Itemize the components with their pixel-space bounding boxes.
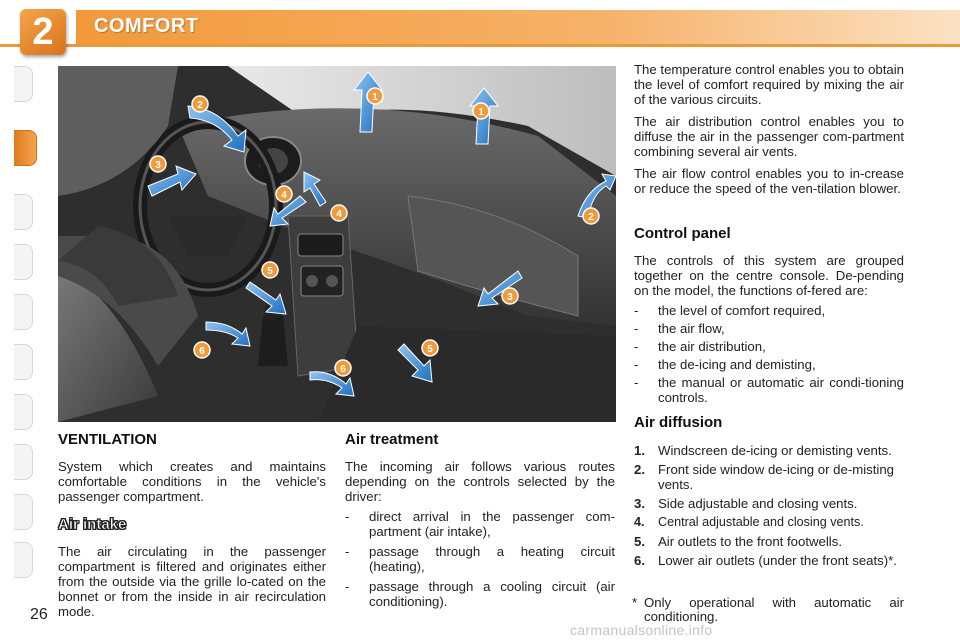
right-column	[634, 62, 904, 568]
air-diffusion-item	[634, 515, 904, 530]
radio-panel	[298, 234, 343, 256]
list-dash: -	[634, 375, 639, 390]
air-flow-control-text: The air flow control enables you to in-crease or reduce the speed of the ven-tilation blower.	[634, 166, 904, 196]
air-diffusion-item-number: 1.	[634, 443, 645, 458]
air-treatment-section	[345, 432, 615, 609]
control-panel-intro: The controls of this system are grouped together on the centre console. De-pending on the model, the functions of-fered are:	[634, 253, 904, 298]
callout-1a	[367, 88, 383, 104]
air-diffusion-item	[634, 496, 904, 511]
chapter-tab-10[interactable]	[14, 542, 33, 578]
air-diffusion-item-text: Air outlets to the front footwells.	[658, 534, 842, 549]
chapter-title: COMFORT	[94, 15, 199, 37]
callout-3a	[150, 156, 166, 172]
chapter-tab-7[interactable]	[14, 394, 33, 430]
chapter-tab-8[interactable]	[14, 444, 33, 480]
callout-6b	[335, 360, 351, 376]
svg-text:1: 1	[478, 107, 484, 118]
control-panel-item-text: the air distribution,	[658, 339, 766, 354]
air-diffusion-item	[634, 534, 904, 549]
air-diffusion-heading: Air diffusion	[634, 414, 723, 431]
air-treatment-item-text: direct arrival in the passenger com-partment (air intake),	[369, 509, 615, 539]
svg-text:2: 2	[588, 212, 594, 223]
air-diffusion-item-text: Lower air outlets (under the front seats)*.	[658, 553, 897, 568]
control-panel-item-text: the level of comfort required,	[658, 303, 826, 318]
air-treatment-item	[345, 579, 615, 609]
control-panel-heading: Control panel	[634, 225, 731, 242]
callout-1b	[473, 103, 489, 119]
temperature-knob	[306, 275, 318, 287]
list-dash: -	[634, 321, 639, 336]
chapter-title-band	[76, 10, 960, 44]
air-diffusion-item-number: 2.	[634, 462, 645, 477]
air-diffusion-item-text: Side adjustable and closing vents.	[658, 496, 858, 511]
air-diffusion-item-text: Front side window de-icing or de-misting vents.	[658, 462, 895, 492]
callout-5b	[422, 340, 438, 356]
air-treatment-intro: The incoming air follows various routes depending on the controls selected by the driver:	[345, 459, 615, 504]
footnote-text: Only operational with automatic air conditioning.	[644, 595, 904, 624]
list-dash: -	[634, 303, 639, 318]
control-panel-item-text: the manual or automatic air condi-tioning controls.	[658, 375, 904, 405]
page-number: 26	[30, 606, 48, 623]
svg-text:5: 5	[427, 344, 433, 355]
air-diffusion-item-number: 4.	[634, 515, 645, 529]
control-panel-item	[634, 321, 904, 336]
air-vent-diagram	[58, 66, 616, 422]
watermark: carmanualsonline.info	[570, 622, 713, 638]
temperature-control-text: The temperature control enables you to obtain the level of comfort required by mixing the air of the various circuits.	[634, 62, 904, 107]
callout-6a	[194, 342, 210, 358]
air-diffusion-item-text: Central adjustable and closing vents.	[658, 515, 864, 529]
chapter-tab-4[interactable]	[14, 244, 33, 280]
page-header	[0, 0, 960, 58]
chapter-tab-5[interactable]	[14, 294, 33, 330]
list-dash: -	[634, 357, 639, 372]
gear-lever-boot	[258, 316, 288, 366]
control-panel-item	[634, 303, 904, 318]
chapter-tabs	[14, 66, 34, 576]
air-diffusion-item	[634, 462, 904, 492]
fan-knob	[326, 275, 338, 287]
air-treatment-item	[345, 544, 615, 574]
control-panel-item	[634, 339, 904, 354]
air-distribution-control-text: The air distribution control enables you to diffuse the air in the passenger com-partment combining several air vents.	[634, 114, 904, 159]
list-dash: -	[345, 509, 350, 524]
chapter-tab-6[interactable]	[14, 344, 33, 380]
list-dash: -	[345, 544, 350, 559]
svg-text:1: 1	[372, 92, 378, 103]
svg-text:4: 4	[336, 209, 342, 220]
callout-5a	[262, 262, 278, 278]
svg-text:3: 3	[507, 292, 513, 303]
callout-2b	[583, 208, 599, 224]
air-treatment-item	[345, 509, 615, 539]
ventilation-body: System which creates and maintains comfortable conditions in the vehicle's passenger compartment.	[58, 459, 326, 504]
ventilation-section	[58, 432, 326, 619]
air-diffusion-item	[634, 553, 904, 568]
control-panel-item-text: the air flow,	[658, 321, 725, 336]
floor	[318, 326, 616, 422]
svg-text:3: 3	[155, 160, 161, 171]
footnote-marker: *	[632, 595, 638, 610]
svg-text:5: 5	[267, 266, 273, 277]
chapter-tab-3[interactable]	[14, 194, 33, 230]
control-panel-item-text: the de-icing and demisting,	[658, 357, 816, 372]
footnote	[632, 596, 904, 624]
chapter-tab-9[interactable]	[14, 494, 33, 530]
control-panel-item	[634, 375, 904, 405]
air-treatment-item-text: passage through a cooling circuit (air conditioning).	[369, 579, 615, 609]
air-diffusion-item-text: Windscreen de-icing or demisting vents.	[658, 443, 892, 458]
dashboard-illustration	[58, 66, 616, 422]
callout-3b	[502, 288, 518, 304]
ventilation-heading: VENTILATION	[58, 431, 157, 448]
list-dash: -	[345, 579, 350, 594]
control-panel-item	[634, 357, 904, 372]
callout-2a	[192, 96, 208, 112]
list-dash: -	[634, 339, 639, 354]
air-treatment-item-text: passage through a heating circuit (heating),	[369, 544, 615, 574]
callout-4a	[276, 186, 292, 202]
svg-text:4: 4	[281, 190, 287, 201]
air-treatment-heading: Air treatment	[345, 431, 439, 448]
air-intake-heading: Air intake	[58, 516, 127, 533]
air-diffusion-item-number: 3.	[634, 496, 645, 511]
chapter-tab-2-active[interactable]	[14, 130, 37, 166]
air-intake-body: The air circulating in the passenger compartment is filtered and originates either from the outside via the grille lo-cated on the bonnet or from the inside in air recirculation mode.	[58, 544, 326, 619]
air-diffusion-item	[634, 443, 904, 458]
svg-text:2: 2	[197, 100, 203, 111]
chapter-number-badge: 2	[20, 9, 66, 55]
callout-4b	[331, 205, 347, 221]
svg-text:6: 6	[340, 364, 346, 375]
chapter-tab-1[interactable]	[14, 66, 33, 102]
air-diffusion-item-number: 6.	[634, 553, 645, 568]
air-diffusion-item-number: 5.	[634, 534, 645, 549]
header-rule	[0, 44, 960, 47]
svg-text:6: 6	[199, 346, 205, 357]
